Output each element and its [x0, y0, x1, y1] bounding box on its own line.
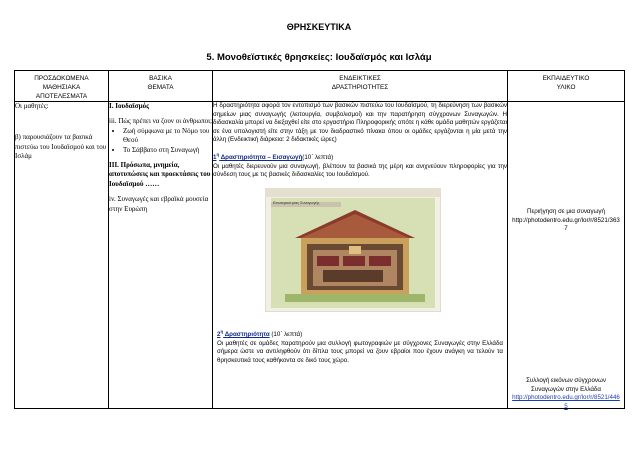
list-item: • Ζωή σύμφωνα με το Νόμο του Θεού	[123, 127, 212, 146]
synagogue-interior-image	[265, 188, 441, 312]
material-cell	[508, 102, 625, 409]
table-header-row	[15, 71, 625, 102]
outcomes-cell	[15, 102, 109, 409]
header-material: ΕΚΠΑΙΔΕΥΤΙΚΟ ΥΛΙΚΟ	[508, 71, 625, 102]
header-activities: ΕΝΔΕΙΚΤΙΚΕΣ ΔΡΑΣΤΗΡΙΟΤΗΤΕΣ	[213, 71, 508, 102]
topic-heading-judaism: Ι. Ιουδαϊσμός	[109, 102, 150, 110]
activity-2-text: Οι μαθητές σε ομάδες παρατηρούν μια συλλογή φωτογραφιών με σύγχρονες Συναγωγές στην Ελλάδα σήμερα ώστε να αντιληφθούν ότι δίπλα τους μπορεί να ζουν εβραίοι που έχουν ανάγκη να τελούν τα θρησκευτικά τους καθήκοντα σε δικό τους χώρο.	[217, 339, 503, 364]
activities-cell	[213, 102, 508, 409]
material-1-text: Περιήγηση σε μια συναγωγή	[527, 208, 605, 215]
topic-heading-persons: ΙΙΙ. Πρόσωπα, μνημεία, αποτυπώσεις και προεκτάσεις του Ιουδαϊσμού ……	[109, 161, 211, 188]
material-2-link[interactable]: http://photodentro.edu.gr/lor/r/8521/4465	[512, 394, 620, 410]
table-row	[15, 102, 625, 409]
outcomes-intro: Οι μαθητές:	[15, 102, 49, 110]
material-item-1	[512, 208, 620, 234]
material-1-url: http://photodentro.edu.gr/lor/r/8521/3637	[512, 216, 620, 233]
topic-sub-iv: iv. Συναγωγές και εβραϊκά μουσεία στην Ευρώπη	[109, 195, 209, 213]
activity-2	[217, 328, 503, 365]
synagogue-illustration	[265, 188, 441, 312]
activity-1-heading: $1^\eta$ Δραστηριότητα – Εισαγωγή(10΄ λεπτά)	[213, 151, 334, 162]
activity-2-heading: $2^\eta$ Δραστηριότητα (10΄ λεπτά)	[217, 329, 303, 339]
topic-sub-iii: iii. Πώς πρέπει να ζουν οι άνθρωποι;	[109, 117, 212, 126]
outcomes-item: β) παρουσιάζουν τα βασικά πιστεύω του Ιουδαϊσμού και του Ισλάμ	[15, 133, 107, 161]
list-item: • Το Σάββατο στη Συναγωγή	[123, 146, 212, 155]
topic-bullet-list	[109, 127, 212, 155]
header-topics: ΒΑΣΙΚΑ ΘΕΜΑΤΑ	[109, 71, 213, 102]
image-caption: Εσωτερικό μιας Συναγωγής	[273, 201, 320, 205]
page-title: ΘΡΗΣΚΕΥΤΙΚΑ	[286, 22, 352, 32]
topics-cell	[109, 102, 213, 409]
activity-1-text: Οι μαθητές διερευνούν μια συναγωγή, βλέπουν τα βασικά της μέρη και ανιχνεύουν πληροφορίες για την σύνδεση τους με τις βασικές διδασκαλίες του Ιουδαϊσμού.	[213, 162, 507, 179]
lesson-subtitle: 5. Μονοθεϊστικές θρησκείες: Ιουδαϊσμός και Ισλάμ	[206, 52, 432, 63]
lesson-plan-table	[14, 70, 625, 409]
material-item-2	[512, 377, 620, 411]
material-2-text: Συλλογή εικόνων σύγχρονων Συναγωγών στην Ελλάδα	[526, 377, 606, 393]
activity-intro: Η δραστηριότητα αφορά τον εντοπισμό των βασικών πιστεύω του Ιουδαϊσμού, τη διερεύνηση των βασικών σημείων μιας συναγωγής (λειτουργία, συμβολισμοί) και την παρατήρηση σύγχρονων Συναγωγών. Η διδασκαλία μπορεί να διεξαχθεί είτε στο εργαστήριο Πληροφορικής οπότε η κάθε ομάδα μαθητών εργάζεται σε ένα υπολογιστή είτε στην τάξη με τον διαδραστικό πίνακα όπου οι ομάδες εργάζονται η μία μετά την άλλη (Ενδεικτική διάρκεια: 2 διδακτικές ώρες)	[213, 102, 507, 144]
header-outcomes: ΠΡΟΣΔΟΚΩΜΕΝΑ ΜΑΘΗΣΙΑΚΑ ΑΠΟΤΕΛΕΣΜΑΤΑ	[15, 71, 109, 102]
